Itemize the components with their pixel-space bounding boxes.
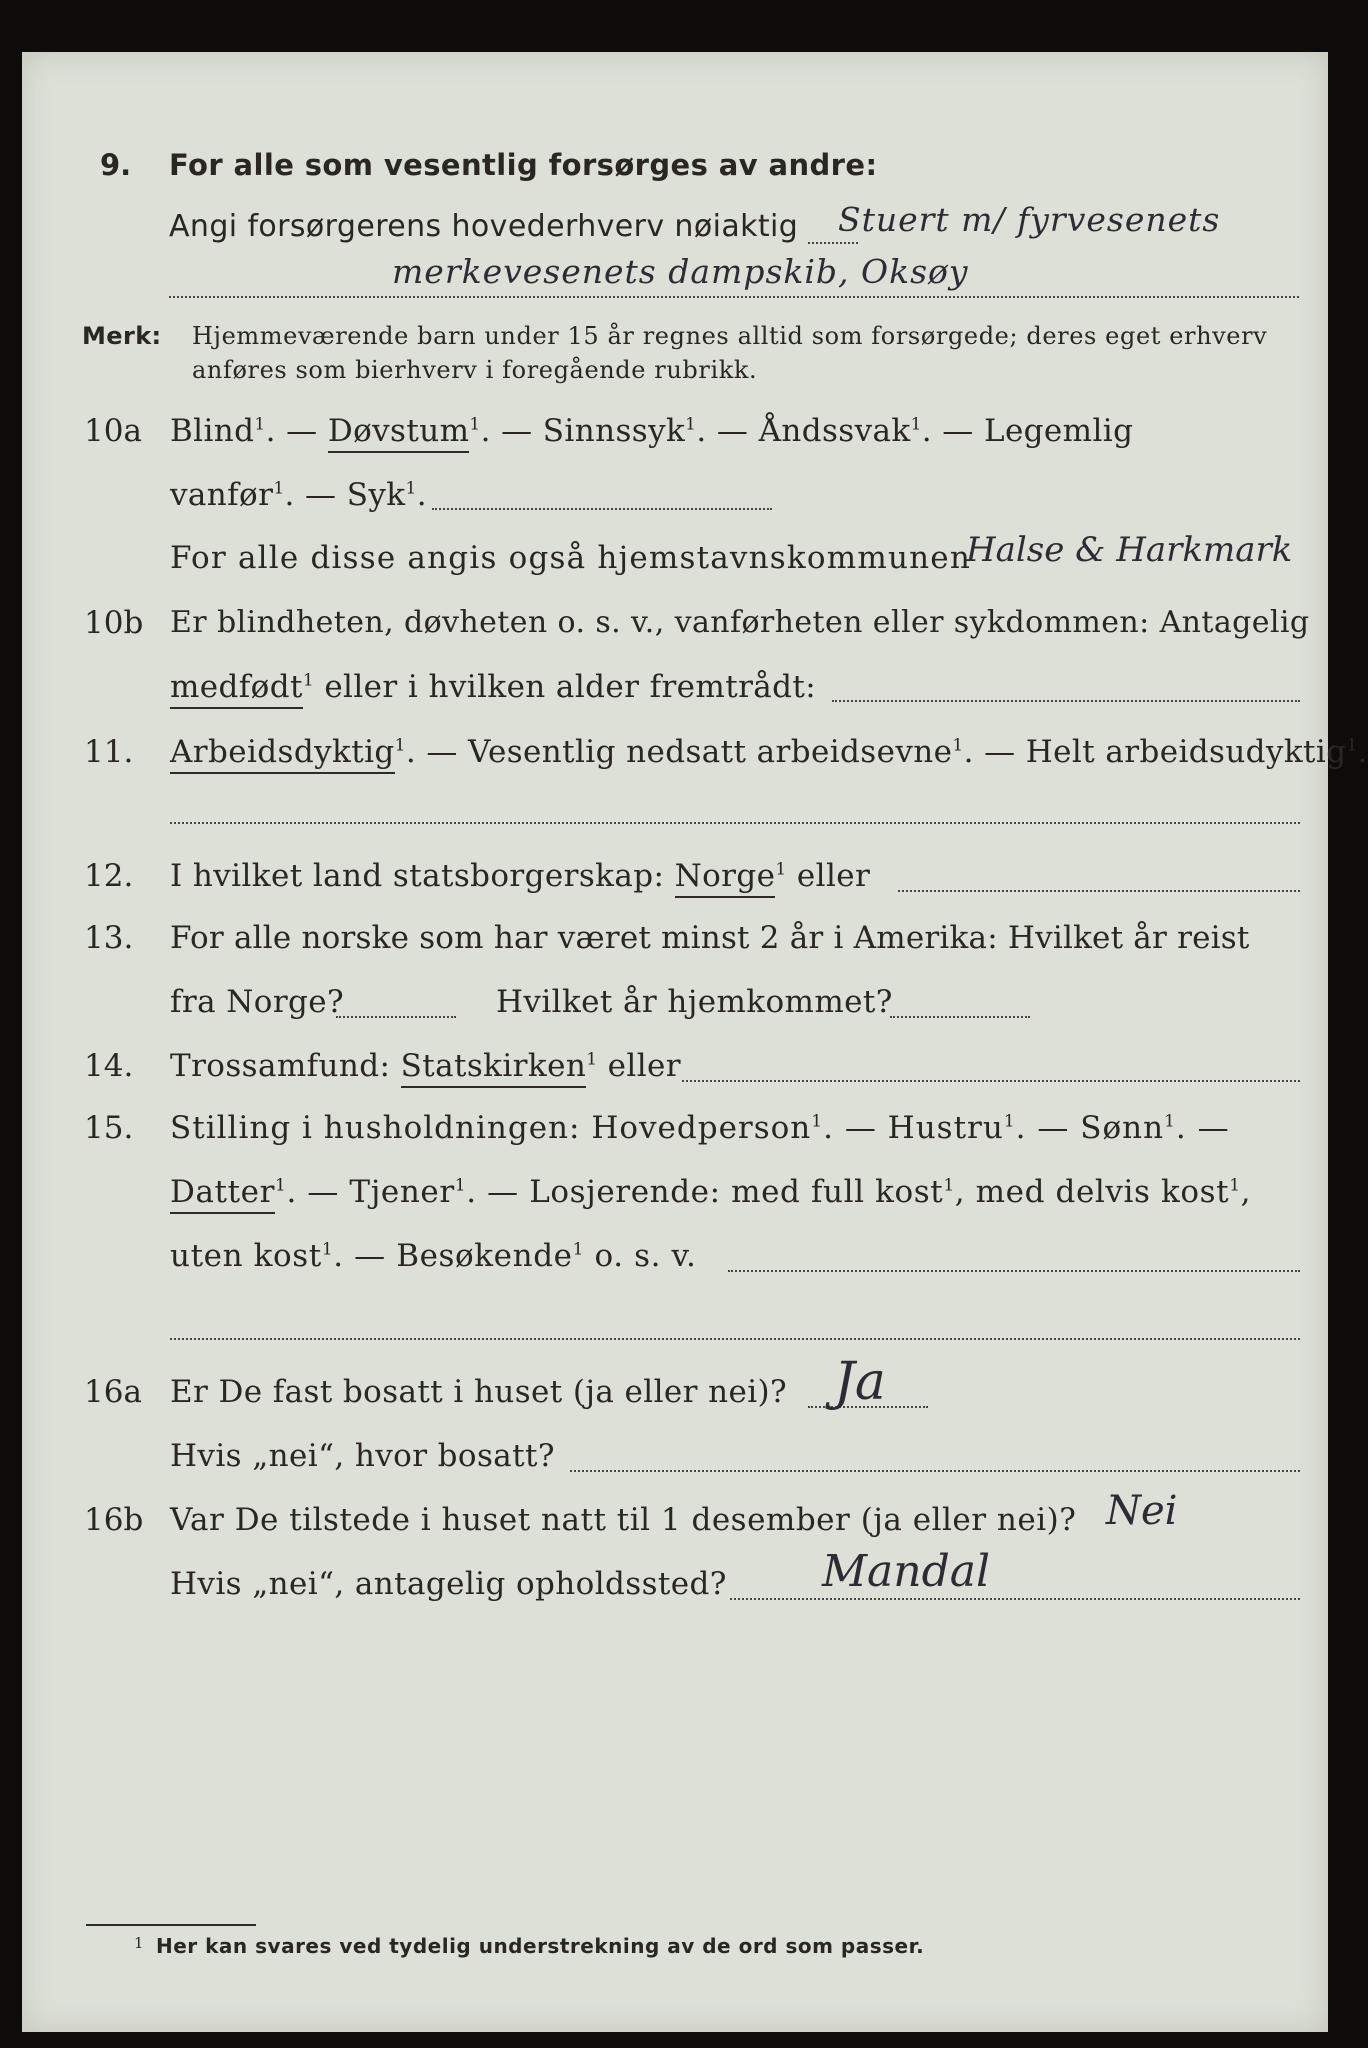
option-blind[interactable]: Blind bbox=[170, 413, 255, 449]
q16a-line-1: Er De fast bosatt i huset (ja eller nei)? bbox=[170, 1374, 788, 1410]
option-sinnssyk[interactable]: Sinnssyk bbox=[542, 413, 686, 449]
q9-handwritten-answer-2: merkevesenets dampskib, Oksøy bbox=[392, 252, 969, 291]
q11-dotted-line bbox=[170, 822, 1300, 824]
option-norge[interactable]: Norge bbox=[675, 858, 776, 898]
q15-dotted-line-2 bbox=[170, 1338, 1300, 1340]
q13-line-2b: Hvilket år hjemkommet? bbox=[496, 984, 893, 1020]
q9-label: Angi forsørgerens hovederhverv nøiaktig bbox=[169, 209, 799, 244]
q10a-number: 10a bbox=[84, 413, 142, 449]
q13-number: 13. bbox=[84, 920, 134, 956]
q15-dotted-line-1 bbox=[728, 1270, 1300, 1272]
q16a-dotted-line-2 bbox=[570, 1470, 1300, 1472]
q10b-dotted-line bbox=[832, 700, 1300, 702]
q13-dotted-line-2 bbox=[890, 1016, 1030, 1018]
option-legemlig[interactable]: Legemlig bbox=[983, 413, 1134, 449]
q16a-line-2: Hvis „nei“, hvor bosatt? bbox=[170, 1438, 555, 1474]
q16b-number: 16b bbox=[84, 1502, 144, 1538]
footnote-rule bbox=[86, 1924, 256, 1926]
q10b-line-1: Er blindheten, døvheten o. s. v., vanførheten eller sykdommen: Antagelig bbox=[170, 605, 1310, 640]
q14-line: Trossamfund: Statskirken$^1$ eller bbox=[170, 1048, 681, 1084]
option-full-kost[interactable]: Losjerende: med full kost bbox=[529, 1174, 944, 1210]
q15-line-3: uten kost$^1$. — Besøkende$^1$ o. s. v. bbox=[170, 1238, 697, 1274]
q9-handwritten-answer-1: Stuert m/ fyrvesenets bbox=[838, 200, 1221, 239]
q10a-handwritten-answer: Halse & Harkmark bbox=[966, 530, 1293, 570]
q9-title: For alle som vesentlig forsørges av andre: bbox=[169, 148, 878, 182]
q10a-line-3: For alle disse angis også hjemstavnskommunen bbox=[170, 540, 971, 576]
q16b-handwritten-answer-1: Nei bbox=[1106, 1488, 1178, 1534]
q16b-line-2: Hvis „nei“, antagelig opholdssted? bbox=[170, 1566, 727, 1602]
option-andssvak[interactable]: Åndssvak bbox=[758, 413, 911, 449]
option-datter[interactable]: Datter bbox=[170, 1174, 275, 1214]
option-medfodt[interactable]: medfødt bbox=[170, 669, 303, 709]
q9-dotted-line-1 bbox=[808, 242, 858, 244]
q16a-number: 16a bbox=[84, 1374, 142, 1410]
q10a-line-1: Blind$^1$. — Døvstum$^1$. — Sinnssyk$^1$. — Åndssvak$^1$. — Legemlig bbox=[170, 413, 1133, 449]
q9-number: 9. bbox=[100, 148, 132, 182]
q13-line-2a: fra Norge? bbox=[170, 984, 345, 1020]
census-form-page bbox=[22, 52, 1368, 2032]
option-hustru[interactable]: Hustru bbox=[887, 1110, 1004, 1146]
q12-line: I hvilket land statsborgerskap: Norge$^1$ eller bbox=[170, 858, 870, 894]
merk-label: Merk: bbox=[82, 322, 162, 350]
option-arbeidsdyktig[interactable]: Arbeidsdyktig bbox=[170, 734, 395, 774]
option-sonn[interactable]: Sønn bbox=[1080, 1110, 1165, 1146]
q11-line: Arbeidsdyktig$^1$. — Vesentlig nedsatt arbeidsevne$^1$. — Helt arbeidsudyktig$^1$. bbox=[170, 734, 1368, 770]
option-syk[interactable]: Syk bbox=[346, 477, 406, 513]
option-tjener[interactable]: Tjener bbox=[349, 1174, 455, 1210]
q15-line-2: Datter$^1$. — Tjener$^1$. — Losjerende: med full kost$^1$, med delvis kost$^1$, bbox=[170, 1174, 1251, 1210]
q16b-handwritten-answer-2: Mandal bbox=[822, 1546, 991, 1597]
merk-line-2: anføres som bierhverv i foregående rubrikk. bbox=[192, 356, 758, 384]
q15-number: 15. bbox=[84, 1110, 134, 1146]
q13-dotted-line-1 bbox=[336, 1016, 456, 1018]
q9-dotted-line-2 bbox=[169, 296, 1299, 298]
q10b-line-2: medfødt$^1$ eller i hvilken alder fremtrådt: bbox=[170, 669, 816, 705]
q12-dotted-line bbox=[898, 890, 1300, 892]
option-hovedperson[interactable]: Hovedperson bbox=[591, 1110, 812, 1146]
q10b-number: 10b bbox=[84, 605, 144, 641]
option-vanfor[interactable]: vanfør bbox=[170, 477, 274, 513]
q12-number: 12. bbox=[84, 858, 134, 894]
q16b-line-1: Var De tilstede i huset natt til 1 desember (ja eller nei)? bbox=[170, 1502, 1077, 1538]
merk-line-1: Hjemmeværende barn under 15 år regnes alltid som forsørgede; deres eget erhverv bbox=[192, 322, 1268, 350]
q14-number: 14. bbox=[84, 1048, 134, 1084]
q16a-handwritten-answer: Ja bbox=[834, 1352, 886, 1412]
q10a-line-2: vanfør$^1$. — Syk$^1$. bbox=[170, 477, 427, 513]
q10a-dotted-line bbox=[432, 508, 772, 510]
footnote-text: Her kan svares ved tydelig understrekning av de ord som passer. bbox=[156, 1934, 925, 1958]
option-nedsatt[interactable]: Vesentlig nedsatt arbeidsevne bbox=[468, 734, 953, 770]
q11-number: 11. bbox=[84, 734, 134, 770]
q14-dotted-line bbox=[682, 1080, 1300, 1082]
footnote-mark: 1 bbox=[134, 1934, 144, 1952]
option-delvis-kost[interactable]: med delvis kost bbox=[975, 1174, 1230, 1210]
q16b-dotted-line bbox=[730, 1598, 1300, 1600]
q15-line-1: Stilling i husholdningen: Hovedperson$^1$. — Hustru$^1$. — Sønn$^1$. — bbox=[170, 1110, 1230, 1146]
option-uten-kost[interactable]: uten kost bbox=[170, 1238, 322, 1274]
option-besokende[interactable]: Besøkende bbox=[396, 1238, 573, 1274]
option-udyktig[interactable]: Helt arbeidsudyktig bbox=[1025, 734, 1347, 770]
option-dovstum[interactable]: Døvstum bbox=[328, 413, 470, 453]
q13-line-1: For alle norske som har været minst 2 år i Amerika: Hvilket år reist bbox=[170, 920, 1250, 956]
option-statskirken[interactable]: Statskirken bbox=[401, 1048, 587, 1088]
